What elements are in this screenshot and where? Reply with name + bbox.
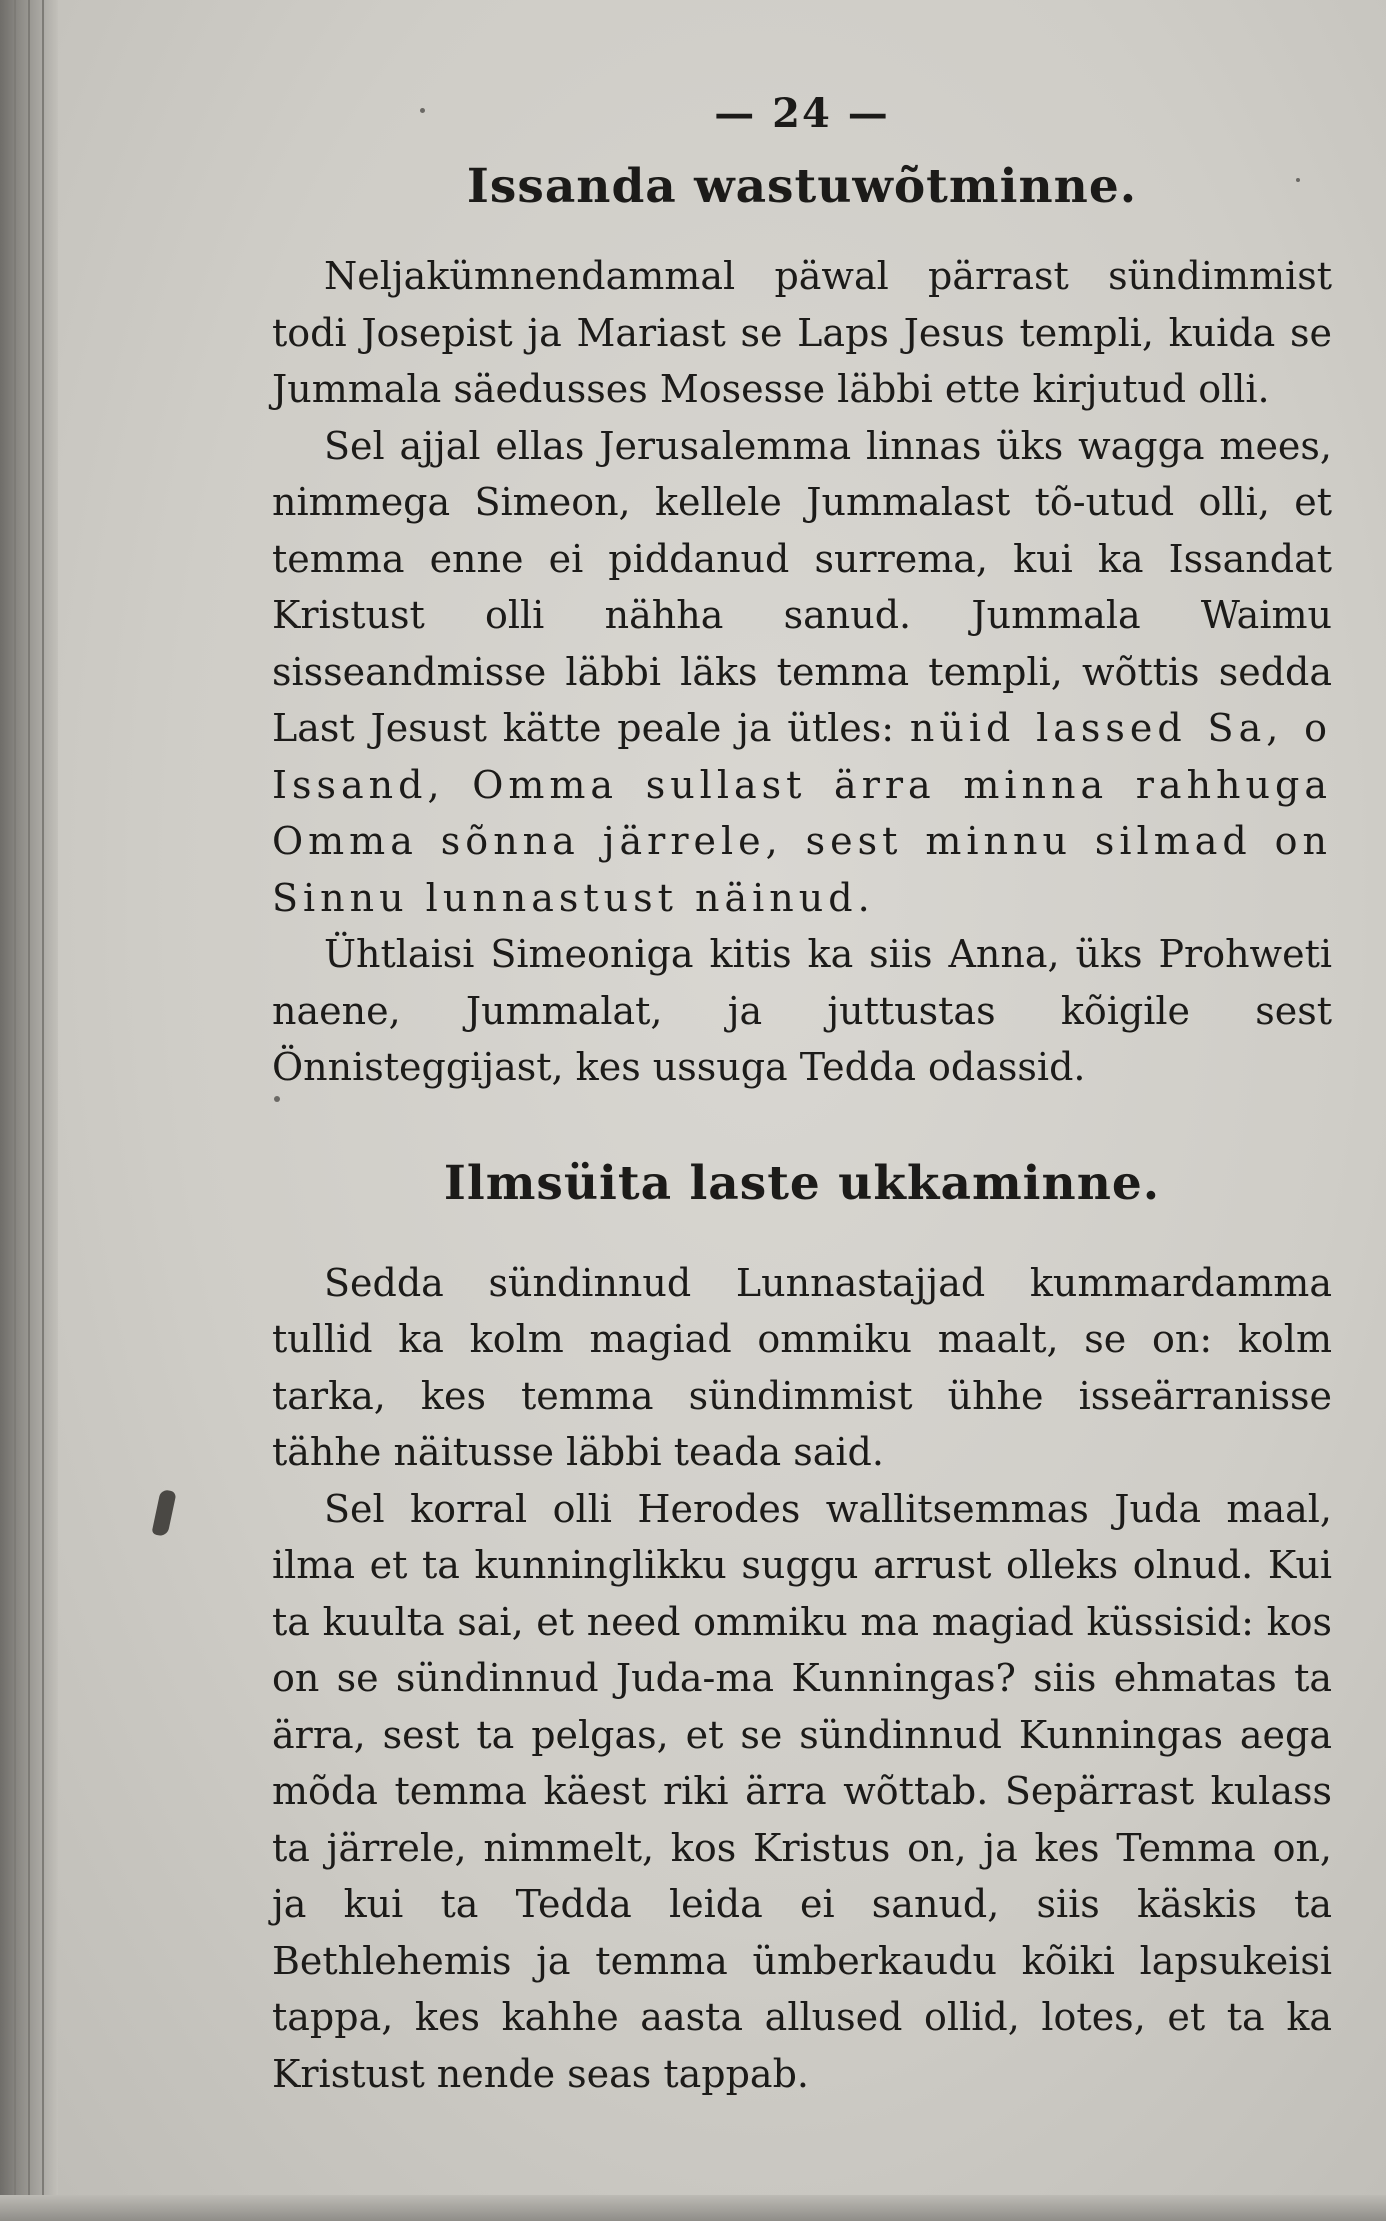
paragraph-text: Sel ajjal ellas Jerusalemma linnas üks wagga mees, nimmega Simeon, kellele Jummalast tõ-utud olli, et temma enne ei piddanud surrema, kui ka Issandat Kristust olli nähha sanud. Jummala Waimu sisseandmisse läbbi läks temma templi, wõttis sedda Last Jesust kätte peale ja ütles: [272,423,1332,750]
page-bottom-edge [0,2195,1386,2221]
spaced-quote: nüid lassed Sa, o Issand, Omma sullast ärra minna rahhuga Omma sõnna järrele, sest minnu silmad on Sinnu lunnastust näinud. [272,706,1332,920]
section-title: Ilmsüita laste ukkaminne. [443,1155,1161,1211]
page-text [272,90,1332,2102]
paragraph: Neljakümnendammal päwal pärrast sündimmist todi Josepist ja Mariast se Laps Jesus templi, kuida se Jummala säedusses Mosesse läbbi ette kirjutud olli. [272,254,1332,411]
paragraph [272,418,1332,927]
page-stack-line [42,0,44,2221]
page-stack-line [28,0,30,2221]
paragraph: Ühtlaisi Simeoniga kitis ka siis Anna, üks Prohweti naene, Jummalat, ja juttustas kõigile sest Önnisteggijast, kes ussuga Tedda odassid. [272,932,1332,1089]
section-title: Issanda wastuwõtminne. [466,159,1138,214]
page-number: — 24 — [714,90,890,137]
paragraph: Sedda sündinnud Lunnastajjad kummardamma tullid ka kolm magiad ommiku maalt, se on: kolm tarka, kes temma sündimmist ühhe isseärranisse tähhe näitusse läbbi teada said. [272,1260,1332,1474]
page-stack-line [14,0,16,2221]
paragraph: Sel korral olli Herodes wallitsemmas Juda maal, ilma et ta kunninglikku suggu arrust olleks olnud. Kui ta kuulta sai, et need ommiku ma magiad küssisid: kos on se sündinnud Juda-ma Kunningas? siis ehmatas ta ärra, sest ta pelgas, et se sündinnud Kunningas aega mõda temma käest riki ärra wõttab. Sepärrast kulass ta järrele, nimmelt, kos Kristus on, ja kes Temma on, ja kui ta Tedda leida ei sanud, siis käskis ta Bethlehemis ja temma ümberkaudu kõiki lapsukeisi tappa, kes kahhe aasta allused ollid, lotes, et ta ka Kristust nende seas tappab. [272,1486,1332,2096]
ink-stain [151,1489,176,1537]
